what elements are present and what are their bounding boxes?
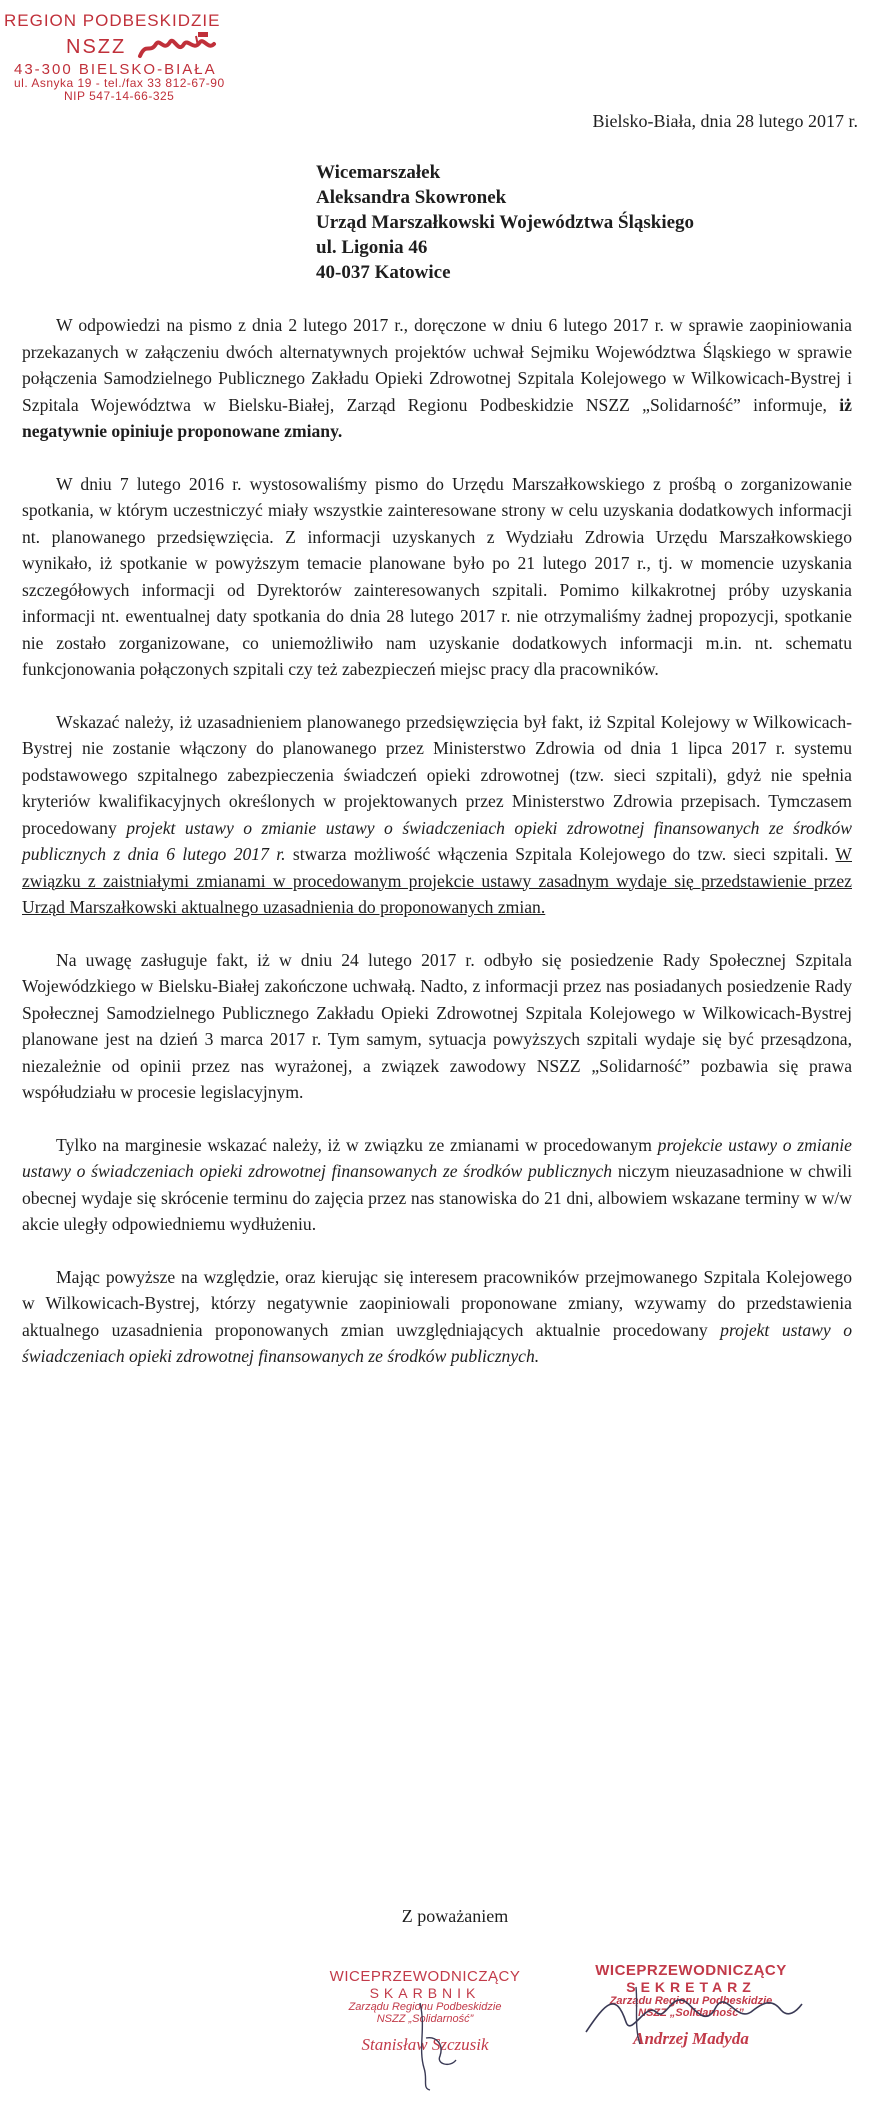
paragraph-6-italic: projekt ustawy o świadczeniach opieki zdrowotnej finansowanych ze środków publicznych. (22, 1319, 852, 1366)
stamp-org-row (66, 32, 264, 62)
stamp-region-title: REGION PODBESKIDZIE (4, 11, 221, 30)
paragraph-3-underlined: W związku z zaistniałymi zmianami w procedowanym projekcie ustawy zasadnym wydaje się przedstawienie przez Urząd Marszałkowski aktualnego uzasadnienia do proponowanych zmian. (22, 844, 852, 917)
paragraph-6 (22, 1264, 852, 1370)
recipient-title: Wicemarszałek (316, 162, 441, 183)
paragraph-6-text-a: Mając powyższe na względzie, oraz kierując się interesem pracowników przejmowanego Szpitala Kolejowego w Wilkowicach-Bystrej, którzy negatywnie zaopiniowali proponowane zmiany, wzywamy do przedstawienia aktualnego uzasadnienia proponowanych zmian uwzględniających aktualnie procedowany (22, 1266, 852, 1340)
recipient-name: Aleksandra Skowronek (316, 187, 507, 208)
solidarnosc-logo-icon (136, 32, 218, 62)
letter-body (22, 312, 852, 1370)
paragraph-5-italic: projekcie ustawy o zmianie ustawy o świadczeniach opieki zdrowotnej finansowanych ze środków publicznych (22, 1134, 852, 1181)
paragraph-1 (22, 312, 852, 445)
paragraph-1-text: W odpowiedzi na pismo z dnia 2 lutego 2017 r., doręczone w dniu 6 lutego 2017 r. w sprawie zaopiniowania przekazanych w załączeniu dwóch alternatywnych projektów uchwał Sejmiku Województwa Śląskiego w sprawie połączenia Samodzielnego Publicznego Zakładu Opieki Zdrowotnej Szpitala Kolejowego w Wilkowicach-Bystrej i Szpitala Województwa w Bielsku-Białej, Zarząd Regionu Podbeskidzie NSZZ „Solidarność” informuje, (22, 315, 852, 415)
handwritten-signature-left-icon (400, 1998, 470, 2093)
signature-stamp-right (556, 1962, 826, 2049)
recipient-street: ul. Ligonia 46 (316, 237, 428, 258)
signature-right-org2: NSZZ „Solidarność” (638, 2007, 744, 2019)
paragraph-3-text-b: stwarza możliwość włączenia Szpitala Kolejowego do tzw. sieci szpitali. (285, 844, 836, 864)
paragraph-5-text-b: niczym nieuzasadnione w chwili obecnej wydaje się skrócenie terminu do zajęcia przez nas stanowiska do 21 dni, albowiem wskazane terminy w w/w akcie uległy odpowiedniemu wydłużeniu. (22, 1161, 852, 1234)
closing-salutation: Z poważaniem (401, 1906, 509, 1926)
paragraph-3 (22, 709, 852, 921)
letter-date: Bielsko-Biała, dnia 28 lutego 2017 r. (592, 111, 858, 131)
handwritten-signature-right-icon (576, 1982, 806, 2052)
letterhead-stamp (4, 10, 264, 103)
signature-right-role2: SEKRETARZ (626, 1979, 756, 1995)
paragraph-5 (22, 1132, 852, 1238)
paragraph-5-text-a: Tylko na marginesie wskazać należy, iż w związku ze zmianami w procedowanym (56, 1134, 658, 1155)
recipient-office: Urząd Marszałkowski Województwa Śląskiego (316, 212, 695, 233)
stamp-address: ul. Asnyka 19 - tel./fax 33 812-67-90 (14, 76, 225, 90)
stamp-postal: 43-300 BIELSKO-BIAŁA (14, 61, 217, 78)
signature-left-org1: Zarządu Regionu Podbeskidzie (348, 2001, 502, 2013)
paragraph-3-italic: projekt ustawy o zmianie ustawy o świadczeniach opieki zdrowotnej finansowanych ze środków publicznych z dnia 6 lutego 2017 r. (22, 817, 852, 864)
signature-left-name: Stanisław Szczusik (361, 2035, 489, 2054)
signature-left-org2: NSZZ „Solidarność” (376, 2013, 474, 2025)
signature-right-org1: Zarządu Regionu Podbeskidzie (609, 1995, 773, 2007)
paragraph-2: W dniu 7 lutego 2016 r. wystosowaliśmy pismo do Urzędu Marszałkowskiego z prośbą o zorganizowanie spotkania, w którym uczestniczyć miały wszystkie zainteresowane strony w celu uzyskania dodatkowych informacji nt. planowanego przedsięwzięcia. Z informacji uzyskanych z Wydziału Zdrowia Urzędu Marszałkowskiego wynikało, iż spotkanie w powyższym temacie planowane było po 21 lutego 2017 r., tj. w momencie uzyskania szczegółowych informacji od Dyrektorów zainteresowanych szpitali. Pomimo kilkakrotnej próby uzyskania informacji nt. ewentualnej daty spotkania do dnia 28 lutego 2017 r. nie otrzymaliśmy żadnej propozycji, spotkanie nie zostało zorganizowane, co uniemożliwiło nam uzyskanie dodatkowych informacji m.in. nt. schematu funkcjonowania połączonych szpitali czy też zabezpieczeń miejsc pracy dla pracowników. (22, 473, 852, 679)
recipient-block (316, 160, 694, 285)
signature-right-role: WICEPRZEWODNICZĄCY (595, 1962, 787, 1979)
signature-right-name: Andrzej Madyda (633, 2029, 749, 2048)
paragraph-3-text-a: Wskazać należy, iż uzasadnieniem planowanego przedsięwzięcia był fakt, iż Szpital Kolejowy w Wilkowicach-Bystrej nie zostanie włączony do planowanego przez Ministerstwo Zdrowia od dnia 1 lipca 2017 r. systemu podstawowego szpitalnego zabezpieczenia świadczeń opieki zdrowotnej (tzw. sieci szpitali), gdyż nie spełnia kryteriów kwalifikacyjnych określonych w projektowanych przez Ministerstwo Zdrowia przepisach. Tymczasem procedowany (22, 711, 852, 838)
signature-left-role2: SKARBNIK (369, 1985, 481, 2001)
signature-stamp-left (305, 1968, 545, 2055)
signature-left-role: WICEPRZEWODNICZĄCY (329, 1968, 521, 1985)
stamp-org-name: NSZZ (66, 36, 127, 58)
paragraph-1-bold: iż negatywnie opiniuje proponowane zmiany. (22, 394, 852, 441)
paragraph-4: Na uwagę zasługuje fakt, iż w dniu 24 lutego 2017 r. odbyło się posiedzenie Rady Społecznej Szpitala Wojewódzkiego w Bielsku-Białej zakończone uchwałą. Nadto, z informacji przez nas posiadanych posiedzenie Rady Społecznej Samodzielnego Publicznego Zakładu Opieki Zdrowotnej Szpitala Kolejowego w Wilkowicach-Bystrej planowane jest na dzień 3 marca 2017 r. Tym samym, sytuacja powyższych szpitali wydaje się być przesądzona, niezależnie od opinii przez nas wyrażonej, a związek zawodowy NSZZ „Solidarność” pozbawia się prawa współudziału w procesie legislacyjnym. (22, 949, 852, 1102)
recipient-city: 40-037 Katowice (316, 262, 451, 283)
stamp-nip: NIP 547-14-66-325 (64, 89, 175, 103)
